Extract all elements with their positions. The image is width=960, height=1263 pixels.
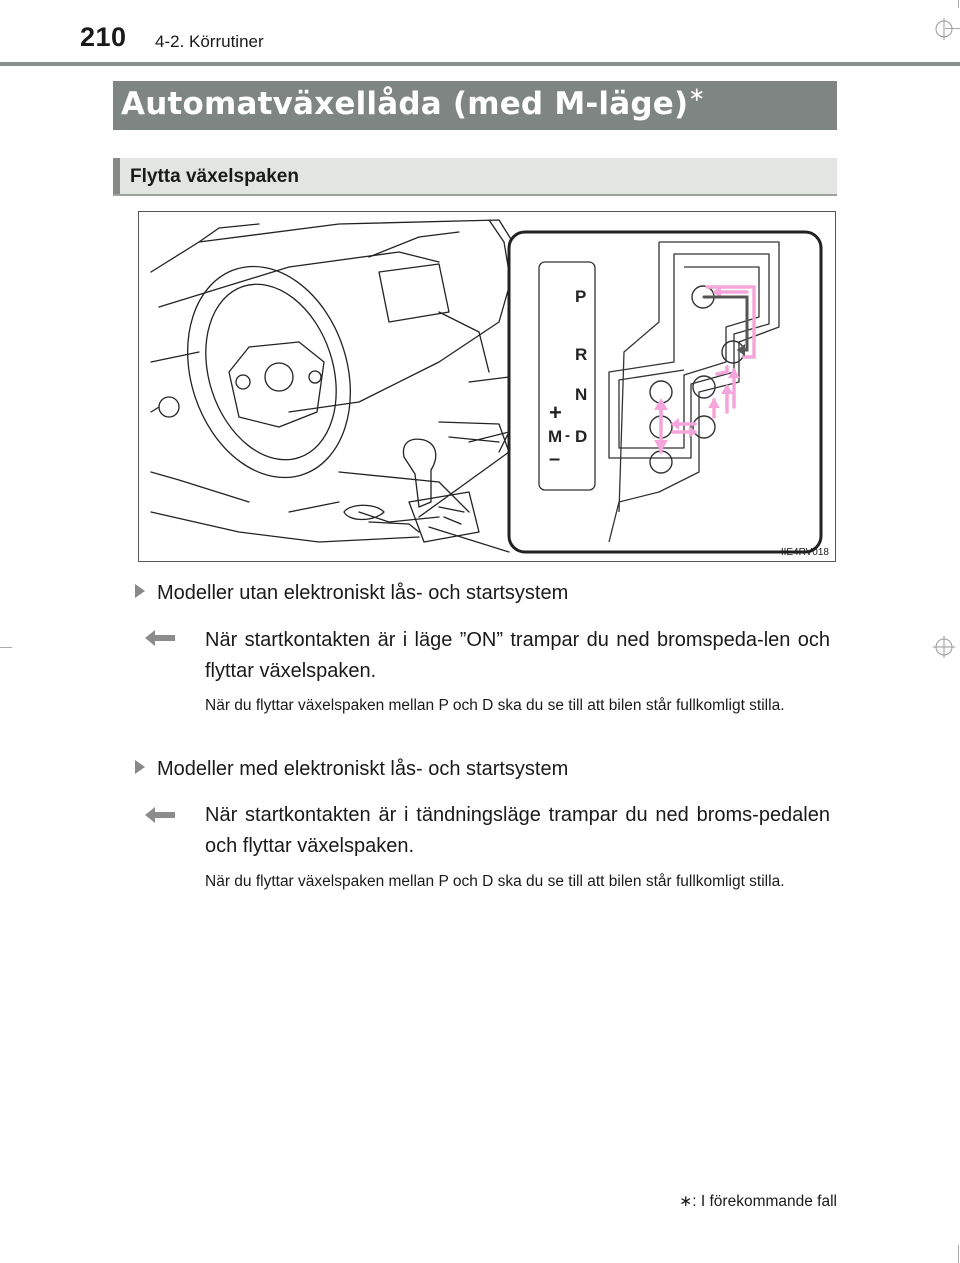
triangle-bullet-icon	[135, 584, 145, 598]
section-heading	[135, 582, 568, 605]
subsection-bar	[113, 158, 837, 196]
note-text: När du flyttar växelspaken mellan P och D ska du se till att bilen står fullkomligt stilla.	[205, 697, 785, 714]
section-heading-text: Modeller med elektroniskt lås- och startsystem	[157, 758, 569, 780]
subsection-accent	[113, 158, 120, 194]
registration-mark	[933, 636, 955, 658]
registration-mark	[933, 18, 955, 40]
crop-mark	[958, 0, 959, 8]
step-arrow-icon	[145, 807, 175, 823]
section-heading	[135, 758, 568, 781]
note-text: När du flyttar växelspaken mellan P och D ska du se till att bilen står fullkomligt stilla.	[205, 873, 785, 890]
gate-label-n: N	[575, 385, 588, 404]
header-rule	[0, 62, 960, 66]
footnote: ∗: I förekommande fall	[679, 1193, 837, 1210]
gate-label-dash: -	[565, 427, 570, 444]
optional-asterisk: ∗	[688, 82, 706, 106]
triangle-bullet-icon	[135, 760, 145, 774]
subsection-title: Flytta växelspaken	[130, 166, 299, 187]
step-text: När startkontakten är i läge ”ON” trampar du ned bromspeda-len och flyttar växelspaken.	[205, 629, 830, 682]
step-arrow-icon	[145, 630, 175, 646]
gate-label-minus: –	[549, 448, 561, 470]
gate-label-r: R	[575, 345, 588, 364]
figure-code: IIE4RV018	[780, 547, 829, 558]
section-heading-text: Modeller utan elektroniskt lås- och startsystem	[157, 582, 569, 604]
gate-label-p: P	[575, 287, 587, 306]
section-title-bar	[113, 81, 837, 130]
gate-label-m: M	[548, 427, 563, 446]
crop-mark	[958, 1245, 959, 1263]
page-number: 210	[80, 22, 127, 52]
section-title-text: Automatväxellåda (med M-läge)	[121, 86, 689, 122]
gate-label-plus: +	[549, 400, 562, 425]
chapter-label: 4-2. Körrutiner	[155, 32, 264, 51]
gate-label-d: D	[575, 427, 588, 446]
crop-mark	[0, 647, 12, 648]
section-title	[121, 82, 706, 122]
dashboard-drawing	[139, 212, 835, 561]
step-text: När startkontakten är i tändningsläge trampar du ned broms-pedalen och flyttar växelspaken.	[205, 804, 830, 857]
shift-lever-illustration	[138, 211, 836, 562]
